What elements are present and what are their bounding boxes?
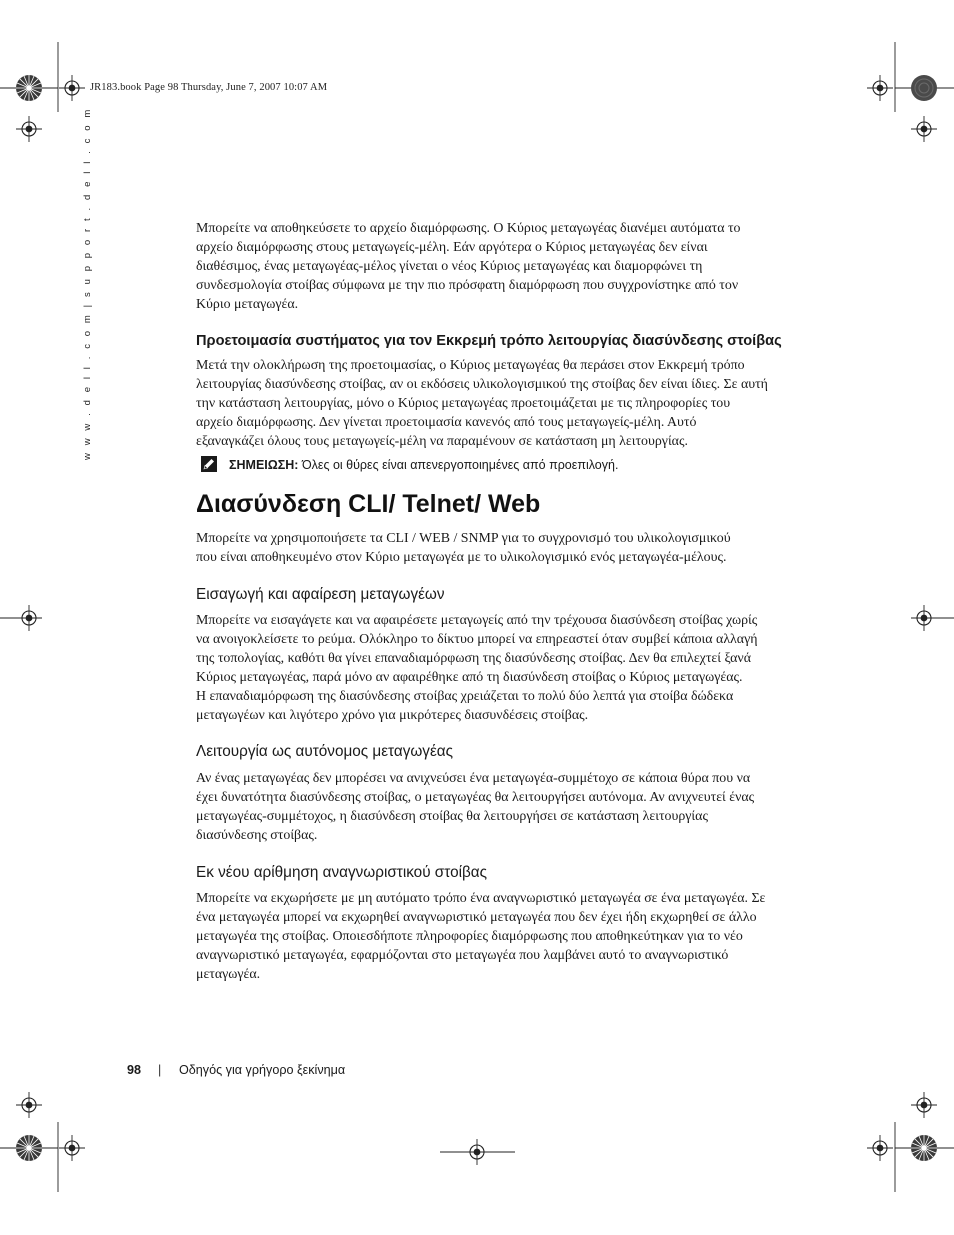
text-line: μεταγωγέα. — [196, 966, 261, 982]
pencil-note-icon — [201, 456, 217, 472]
text-line: έχει δυνατότητα διασύνδεσης στοίβας, ο μεταγωγέας θα λειτουργήσει αυτόνομα. Αν ανιχνευτεί ένας — [196, 789, 755, 805]
page-number: 98 — [127, 1063, 142, 1077]
text-line: Μπορείτε να χρησιμοποιήσετε τα CLI / WEB / SNMP για το συγχρονισμό του υλικολογισμικού — [196, 531, 731, 546]
text-line: αρχείο διαμόρφωσης. Δεν γίνεται προετοιμασία κανενός από τους μεταγωγείς-μέλη. Αυτό — [196, 414, 697, 430]
text-line: Μπορείτε να εισαγάγετε και να αφαιρέσετε μεταγωγείς από την τρέχουσα διασύνδεση στοίβας χωρίς — [196, 613, 758, 628]
subsection-heading-insert-remove: Εισαγωγή και αφαίρεση μεταγωγέων — [196, 586, 445, 603]
text-line: μεταγωγέας-συμμέτοχος, η διασύνδεση στοίβας θα λειτουργήσει σε κατάσταση λειτουργίας — [196, 808, 708, 824]
section-heading-stack-pending: Προετοιμασία συστήματος για τον Εκκρεμή τρόπο λειτουργίας διασύνδεσης στοίβας — [196, 333, 782, 349]
note-label: ΣΗΜΕΙΩΣΗ: — [229, 458, 299, 472]
subsection-paragraph-standalone — [196, 770, 814, 846]
text-line: εξαναγκάζει όλους τους μεταγωγείς-μέλη να παραμένουν σε κατάσταση μη λειτουργίας. — [196, 433, 688, 449]
text-line: Μετά την ολοκλήρωση της προετοιμασίας, ο Κύριος μεταγωγέας θα περάσει στον Εκκρεμή τρόπο — [196, 358, 745, 373]
text-line: μεταγωγέα της στοίβας. Οποιεσδήποτε πληροφορίες διαμόρφωσης που αποθηκεύτηκαν για το νέο — [196, 928, 743, 944]
text-line: συνδεσμολογία στοίβας σύμφωνα με την πιο πρόσφατη διαμόρφωση που συγχρονίστηκε από τον — [196, 277, 739, 293]
text-line: Αν ένας μεταγωγέας δεν μπορέσει να ανιχνεύσει ένα μεταγωγέα-συμμέτοχο σε κάποια θύρα που να — [196, 771, 751, 786]
text-line: της τοπολογίας, καθότι θα γίνει επαναδιαμόρφωση της διασύνδεσης στοίβας. Δεν θα επιλεχτεί ξανά — [196, 650, 751, 666]
text-line: Η επαναδιαμόρφωση της διασύνδεσης στοίβας χρειάζεται το πολύ δύο λεπτά για στοίβα δώδεκα — [196, 688, 734, 704]
text-line: ένα μεταγωγέα μπορεί να εκχωρηθεί αναγνωριστικό μεταγωγέα που δεν έχει ήδη εκχωρηθεί σε άλλο — [196, 909, 757, 925]
text-line: Μπορείτε να αποθηκεύσετε το αρχείο διαμόρφωσης. Ο Κύριος μεταγωγέας διανέμει αυτόματα το — [196, 221, 741, 236]
text-line: που είναι αποθηκευμένο στον Κύριο μεταγωγέα με το υλικολογισμικό ενός μεταγωγέα-μέλους. — [196, 549, 727, 565]
subsection-paragraph-insert-remove — [196, 612, 814, 725]
text-line: αρχείο διαμόρφωσης στους μεταγωγείς-μέλη. Εάν αργότερα ο Κύριος μεταγωγέας δεν είναι — [196, 239, 708, 255]
subsection-heading-standalone: Λειτουργία ως αυτόνομος μεταγωγέας — [196, 743, 453, 760]
subsection-paragraph-renumber — [196, 890, 814, 985]
note-text: Όλες οι θύρες είναι απενεργοποιημένες από προεπιλογή. — [298, 458, 619, 472]
text-line: την κατάσταση λειτουργίας, μόνο ο Κύριος μεταγωγέας προετοιμάζεται με τις πληροφορίες του — [196, 395, 731, 411]
text-line: Κύριο μεταγωγέα. — [196, 296, 299, 312]
page-title: Διασύνδεση CLI/ Telnet/ Web — [196, 490, 541, 518]
file-info-header: JR183.book Page 98 Thursday, June 7, 2007 10:07 AM — [90, 82, 328, 93]
sidebar-url: w w w . d e l l . c o m | s u p p o r t . d e l l . c o m — [82, 107, 93, 460]
text-line: διασύνδεσης στοίβας. — [196, 827, 318, 843]
text-line: αναγνωριστικό μεταγωγέα, εφαρμόζονται στο μεταγωγέα που λαμβάνει αυτό το αναγνωριστικό — [196, 947, 729, 963]
text-line: διαθέσιμος, ένας μεταγωγέας-μέλος γίνεται ο νέος Κύριος μεταγωγέας και διαμορφώνει τη — [196, 258, 703, 274]
text-line: να ανοιγοκλείσετε το ρεύμα. Ολόκληρο το δίκτυο μπορεί να επηρεαστεί όταν συμβεί κάποια αλλαγή — [196, 631, 758, 647]
text-line: Κύριος μεταγωγέας, παρά μόνο αν αφαιρέθηκε από τη διασύνδεση στοίβας ο Κύριος μεταγωγέας. — [196, 669, 743, 685]
main-paragraph — [196, 530, 814, 568]
intro-paragraph — [196, 220, 814, 315]
text-line: μεταγωγέων και λιγότερο χρόνο για μικρότερες διασυνδέσεις στοίβας. — [196, 707, 589, 723]
section-paragraph-stack-pending — [196, 357, 814, 452]
footer-separator: | — [158, 1063, 162, 1077]
text-line: Μπορείτε να εκχωρήσετε με μη αυτόματο τρόπο ένα αναγνωριστικό μεταγωγέα σε ένα μεταγωγέα. Σε — [196, 891, 766, 906]
text-line: λειτουργίας διασύνδεσης στοίβας, αν οι εκδόσεις υλικολογισμικού της στοίβας δεν είναι ίδιες. Σε αυτή — [196, 376, 768, 392]
note-box — [201, 456, 618, 472]
footer-title: Οδηγός για γρήγορο ξεκίνημα — [179, 1063, 346, 1077]
subsection-heading-renumber: Εκ νέου αρίθμηση αναγνωριστικού στοίβας — [196, 864, 487, 881]
